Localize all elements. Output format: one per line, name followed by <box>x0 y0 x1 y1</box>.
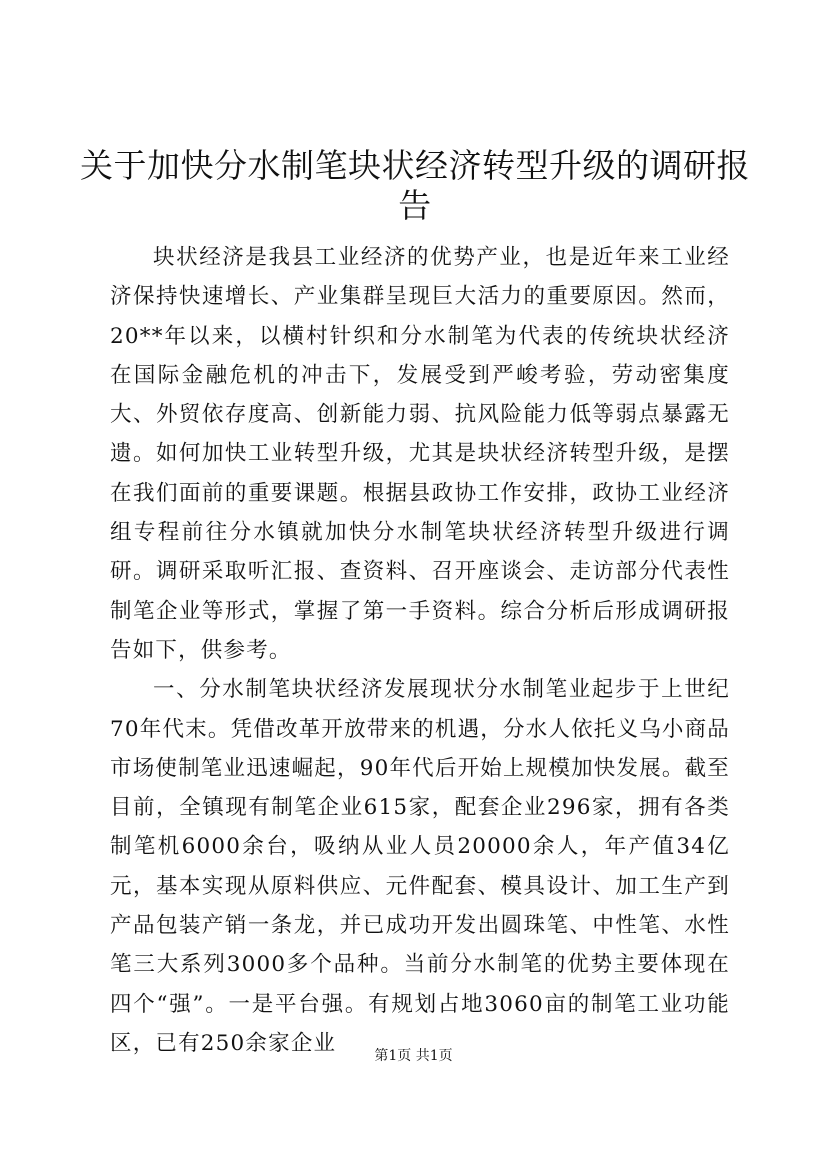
paragraph-section-1: 一、分水制笔块状经济发展现状分水制笔业起步于上世纪70年代末。凭借改革开放带来的机遇，分水人依托义乌小商品市场使制笔业迅速崛起，90年代后开始上规模加快发展。截至目前，全镇现有制笔企业615家，配套企业296家，拥有各类制笔机6000余台，吸纳从业人员20000余人，年产值34亿元，基本实现从原料供应、元件配套、模具设计、加工生产到产品包装产销一条龙，并已成功开发出圆珠笔、中性笔、水性笔三大系列3000多个品种。当前分水制笔的优势主要体现在四个“强”。一是平台强。有规划占地3060亩的制笔工业功能区，已有250余家企业 <box>110 677 730 1056</box>
document-body <box>110 238 730 1063</box>
document-title: 关于加快分水制笔块状经济转型升级的调研报告 <box>80 146 750 225</box>
paragraph-intro: 块状经济是我县工业经济的优势产业，也是近年来工业经济保持快速增长、产业集群呈现巨大活力的重要原因。然而，20**年以来，以横村针织和分水制笔为代表的传统块状经济在国际金融危机的冲击下，发展受到严峻考验，劳动密集度大、外贸依存度高、创新能力弱、抗风险能力低等弱点暴露无遗。如何加快工业转型升级，尤其是块状经济转型升级，是摆在我们面前的重要课题。根据县政协工作安排，政协工业经济组专程前往分水镇就加快分水制笔块状经济转型升级进行调研。调研采取听汇报、查资料、召开座谈会、走访部分代表性制笔企业等形式，掌握了第一手资料。综合分析后形成调研报告如下，供参考。 <box>110 245 730 663</box>
page-footer: 第1页 共1页 <box>374 1048 453 1064</box>
